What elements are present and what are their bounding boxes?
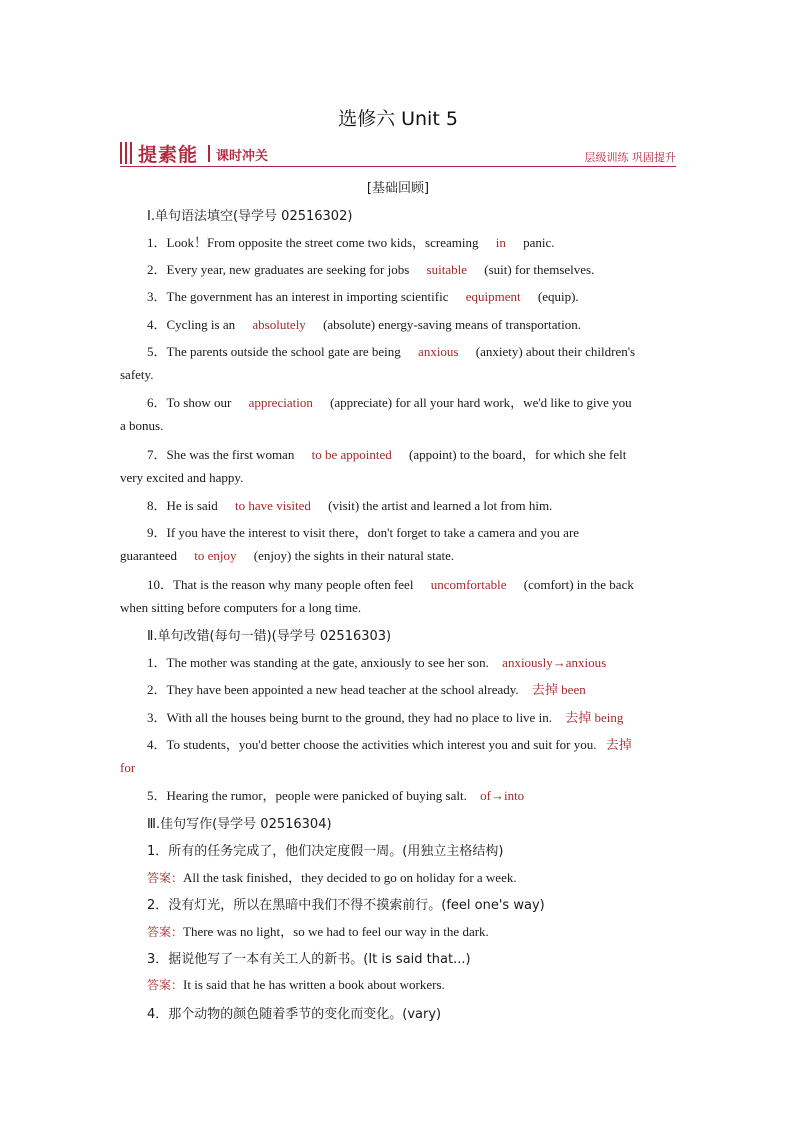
list-item: 1．The mother was standing at the gate, anxiously to see her son. anxiously→anxious [147,655,607,670]
list-item-continuation: very excited and happy. [120,470,244,485]
list-item: 6．To show our appreciation (appreciate) for all your hard work，we'd like to give you [147,395,632,410]
answer-line: 答案：It is said that he has written a book about workers. [147,977,445,992]
section-banner [120,140,676,167]
part3-heading: Ⅲ.佳句写作(导学号 02516304) [147,817,332,832]
part2-heading: Ⅱ.单句改错(每句一错)(导学号 02516303) [147,629,392,644]
answer-text: 去掉 [605,737,632,752]
list-item: 9．If you have the interest to visit there，don't forget to take a camera and you are [147,525,580,540]
answer-line: 答案：There was no light，so we had to feel our way in the dark. [147,924,489,939]
answer-text: uncomfortable [430,577,507,592]
list-item: 7．She was the first woman to be appointed (appoint) to the board，for which she felt [147,447,627,462]
banner-divider [208,145,210,162]
list-item: 2．Every year, new graduates are seeking for jobs suitable (suit) for themselves. [147,262,595,277]
list-item: 3．The government has an interest in importing scientific equipment (equip). [147,289,579,304]
list-item: 8．He is said to have visited (visit) the artist and learned a lot from him. [147,498,553,513]
list-item: 4．那个动物的颜色随着季节的变化而变化。(vary) [147,1007,442,1022]
list-item: 10．That is the reason why many people often feel uncomfortable (comfort) in the back [147,577,634,592]
list-item-continuation: a bonus. [120,418,164,433]
banner-main-label: 提素能 [138,144,199,166]
list-item-continuation: guaranteed to enjoy (enjoy) the sights in their natural state. [120,548,455,563]
list-item: 3．With all the houses being burnt to the ground, they had no place to live in. 去掉 being [147,710,624,725]
list-item-continuation: safety. [120,367,154,382]
banner-bars-decoration [120,142,134,164]
answer-text: to be appointed [311,447,392,462]
answer-text: appreciation [248,395,313,410]
answer-text: 去掉 being [565,710,624,725]
part1-heading: Ⅰ.单句语法填空(导学号 02516302) [147,209,353,224]
banner-sub-label: 课时冲关 [216,149,269,164]
list-item-continuation: for [120,760,136,775]
answer-text: anxious [418,344,459,359]
list-item: 4．Cycling is an absolutely (absolute) energy-saving means of transportation. [147,317,581,332]
list-item: 3．据说他写了一本有关工人的新书。(It is said that...) [147,952,471,967]
answer-text: of→into [480,788,525,803]
banner-right-label: 层级训练 巩固提升 [584,151,676,164]
list-item: 1．Look！From opposite the street come two kids，screaming in panic. [147,235,555,250]
list-item: 1．所有的任务完成了，他们决定度假一周。(用独立主格结构) [147,844,504,859]
answer-line: 答案：All the task finished，they decided to go on holiday for a week. [147,870,517,885]
answer-text: to have visited [235,498,311,513]
answer-text: to enjoy [194,548,237,563]
section-heading: [基础回顾] [366,181,430,196]
list-item: 4．To students，you'd better choose the activities which interest you and suit for you. 去掉 [147,737,632,752]
page-title: 选修六 Unit 5 [338,108,458,130]
answer-text: suitable [426,262,467,277]
list-item: 5．Hearing the rumor，people were panicked of buying salt. of→into [147,788,525,803]
answer-text: absolutely [252,317,306,332]
answer-text: in [495,235,506,250]
list-item: 2．没有灯光，所以在黑暗中我们不得不摸索前行。(feel one's way) [147,898,545,913]
answer-text: 去掉 been [531,682,586,697]
list-item: 5．The parents outside the school gate are being anxious (anxiety) about their children's [147,344,636,359]
list-item-continuation: when sitting before computers for a long time. [120,600,362,615]
answer-text: anxiously→anxious [502,655,607,670]
list-item: 2．They have been appointed a new head teacher at the school already. 去掉 been [147,682,586,697]
answer-text: equipment [465,289,521,304]
